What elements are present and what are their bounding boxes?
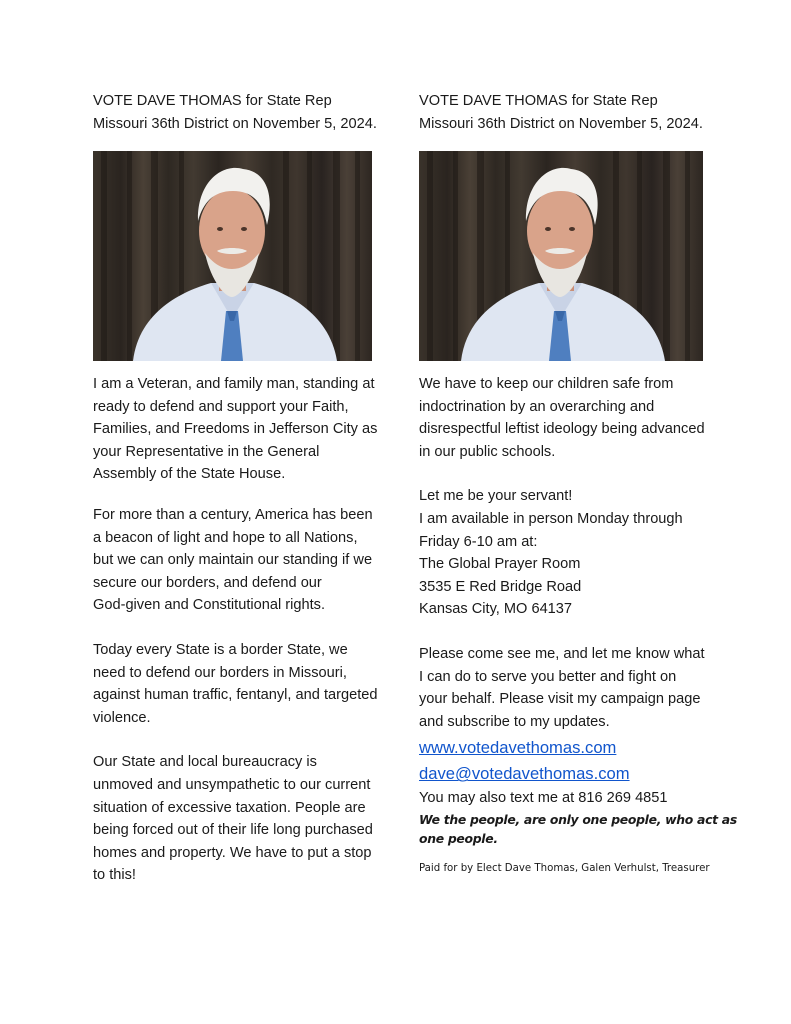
border-paragraph: [93, 639, 378, 729]
america-paragraph: [93, 504, 378, 617]
text-line: Please come see me, and let me know what: [419, 645, 705, 662]
flyer-body: [419, 373, 737, 876]
heading-line: Missouri 36th District on November 5, 2024.: [419, 116, 703, 132]
text-line: disrespectful leftist ideology being advanced: [419, 421, 705, 438]
flyer-right: [419, 90, 737, 876]
text-line: your Representative in the General: [93, 443, 320, 460]
email-link[interactable]: dave@votedavethomas.com: [419, 764, 630, 784]
candidate-photo: [93, 151, 372, 361]
text-line: a beacon of light and hope to all Nations,: [93, 529, 358, 546]
text-line: I am a Veteran, and family man, standing at: [93, 376, 375, 392]
children-paragraph: [419, 373, 709, 463]
street-address: 3535 E Red Bridge Road: [419, 578, 582, 595]
text-line: need to defend our borders in Missouri,: [93, 664, 347, 681]
heading-line: VOTE DAVE THOMAS for State Rep: [93, 93, 332, 109]
candidate-portrait: [419, 151, 703, 361]
text-line: I am available in person Monday through: [419, 510, 683, 527]
candidate-portrait: [93, 151, 372, 361]
text-line: Assembly of the State House.: [93, 466, 286, 483]
text-line: in our public schools.: [419, 443, 556, 460]
motto-line: We the people, are only one people, who act as: [419, 811, 737, 827]
flyer-heading: [93, 90, 378, 136]
text-line: your behalf. Please visit my campaign page: [419, 691, 701, 708]
text-line: Let me be your servant!: [419, 488, 573, 505]
visit-paragraph: [419, 643, 709, 733]
text-line: and subscribe to my updates.: [419, 713, 610, 730]
text-line: being forced out of their life long purchased: [93, 822, 373, 839]
text-line: We have to keep our children safe from: [419, 376, 674, 392]
text-line: Today every State is a border State, we: [93, 641, 348, 658]
text-line: Families, and Freedoms in Jefferson City as: [93, 421, 378, 438]
text-line: homes and property. We have to put a stop: [93, 844, 372, 861]
text-line: situation of excessive taxation. People are: [93, 799, 366, 816]
text-line: I can do to serve you better and fight on: [419, 668, 677, 685]
text-line: secure our borders, and defend our: [93, 574, 322, 591]
text-line: God-given and Constitutional rights.: [93, 597, 326, 614]
text-line: unmoved and unsympathetic to our current: [93, 776, 371, 793]
text-line: but we can only maintain our standing if we: [93, 552, 373, 569]
flyer-left: [93, 90, 378, 887]
paid-for-disclaimer: Paid for by Elect Dave Thomas, Galen Verhulst, Treasurer: [419, 862, 710, 874]
text-line: against human traffic, fentanyl, and targeted: [93, 687, 378, 704]
intro-paragraph: [93, 373, 378, 486]
candidate-photo: [419, 151, 703, 361]
text-line: indoctrination by an overarching and: [419, 398, 655, 415]
website-link[interactable]: www.votedavethomas.com: [419, 738, 617, 758]
text-line: ready to defend and support your Faith,: [93, 398, 349, 415]
taxation-paragraph: [93, 751, 378, 887]
text-line: violence.: [93, 709, 151, 726]
heading-line: Missouri 36th District on November 5, 2024.: [93, 116, 377, 132]
location-name: The Global Prayer Room: [419, 556, 581, 573]
flyer-heading: [419, 90, 709, 136]
text-line: For more than a century, America has been: [93, 506, 373, 523]
servant-paragraph: [419, 485, 709, 621]
motto-line: one people.: [419, 830, 498, 846]
heading-line: VOTE DAVE THOMAS for State Rep: [419, 93, 658, 109]
text-line: to this!: [93, 867, 136, 884]
text-line: Friday 6-10 am at:: [419, 533, 538, 550]
text-line: Our State and local bureaucracy is: [93, 754, 317, 771]
text-contact: You may also text me at 816 269 4851: [419, 790, 668, 807]
motto: [419, 810, 737, 848]
city-state-zip: Kansas City, MO 64137: [419, 601, 573, 618]
flyer-body: [93, 373, 378, 887]
